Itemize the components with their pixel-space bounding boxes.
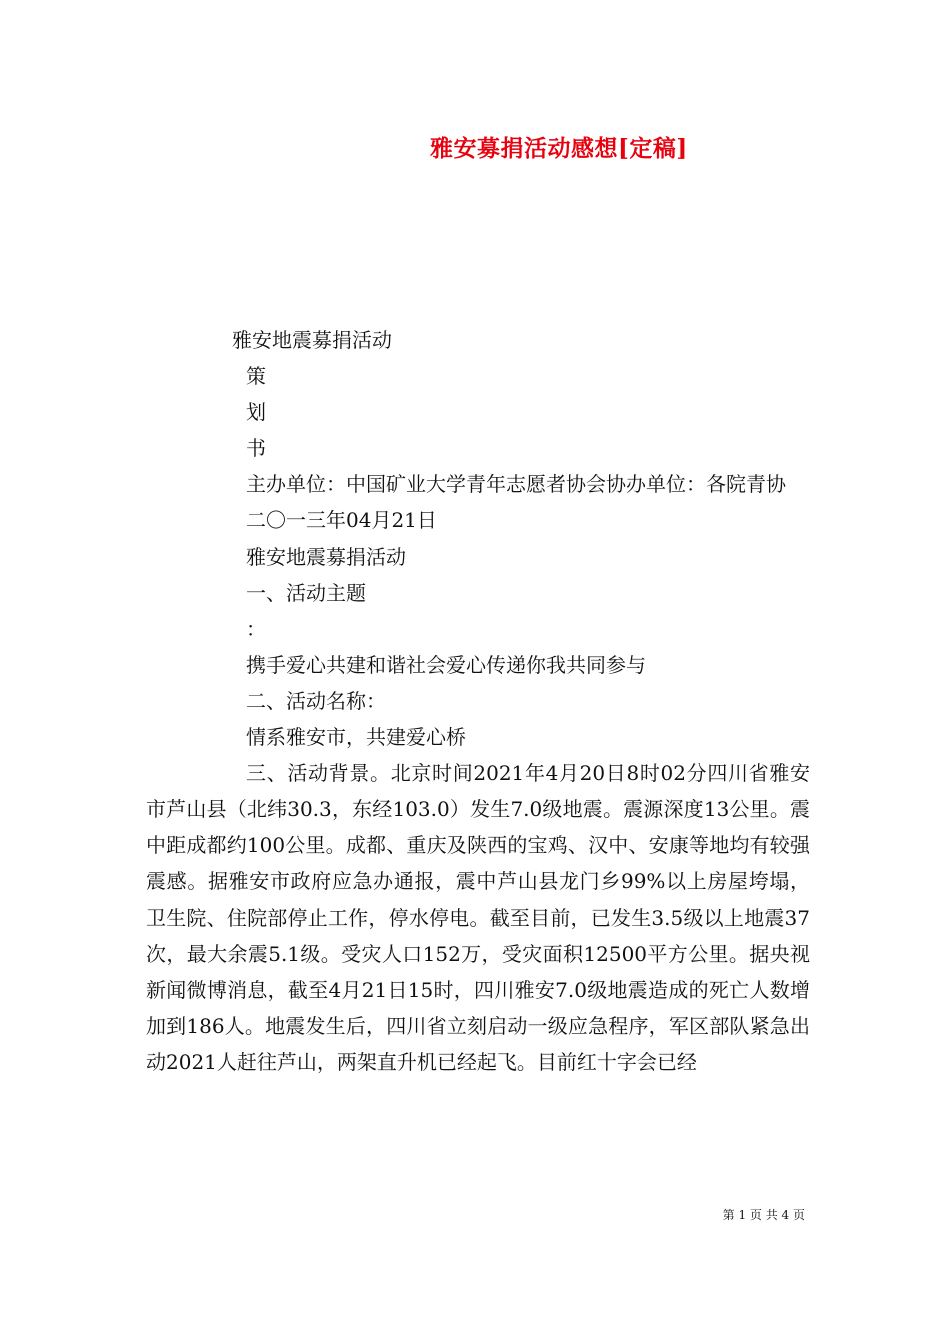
- paragraph-char-ce: 策: [246, 364, 266, 389]
- paragraph-event-name-2: 雅安地震募捐活动: [246, 544, 406, 569]
- paragraph-colon: ：: [246, 616, 266, 641]
- paragraph-date: 二〇一三年04月21日: [246, 508, 437, 533]
- document-body: [146, 322, 810, 1080]
- paragraph-theme-text: 携手爱心共建和谐社会爱心传递你我共同参与: [246, 652, 646, 677]
- paragraph-event-name: 雅安地震募捐活动: [232, 328, 392, 352]
- paragraph-activity-name-text: 情系雅安市，共建爱心桥: [246, 725, 466, 750]
- paragraph-background: 三、活动背景。北京时间2021年4月20日8时02分四川省雅安市芦山县（北纬30.3，东经103.0）发生7.0级地震。震源深度13公里。震中距成都约100公里。成都、重庆及陕西的宝鸡、汉中、安康等地均有较强震感。据雅安市政府应急办通报，震中芦山县龙门乡99%以上房屋垮塌，卫生院、住院部停止工作，停水停电。截至目前，已发生3.5级以上地震37次，最大余震5.1级。受灾人口152万，受灾面积12500平方公里。据央视新闻微博消息，截至4月21日15时，四川雅安7.0级地震造成的死亡人数增加到186人。地震发生后，四川省立刻启动一级应急程序，军区部队紧急出动2021人赶往芦山，两架直升机已经起飞。目前红十字会已经: [146, 761, 810, 1074]
- document-title: 雅安募捐活动感想[定稿]: [430, 135, 688, 162]
- paragraph-char-hua: 划: [246, 400, 266, 425]
- page-footer: 第 1 页 共 4 页: [722, 1208, 805, 1222]
- heading-activity-name: 二、活动名称：: [246, 688, 386, 713]
- heading-activity-theme: 一、活动主题: [246, 580, 366, 605]
- paragraph-char-shu: 书: [246, 436, 266, 461]
- paragraph-organizers: 主办单位：中国矿业大学青年志愿者协会协办单位：各院青协: [246, 472, 786, 497]
